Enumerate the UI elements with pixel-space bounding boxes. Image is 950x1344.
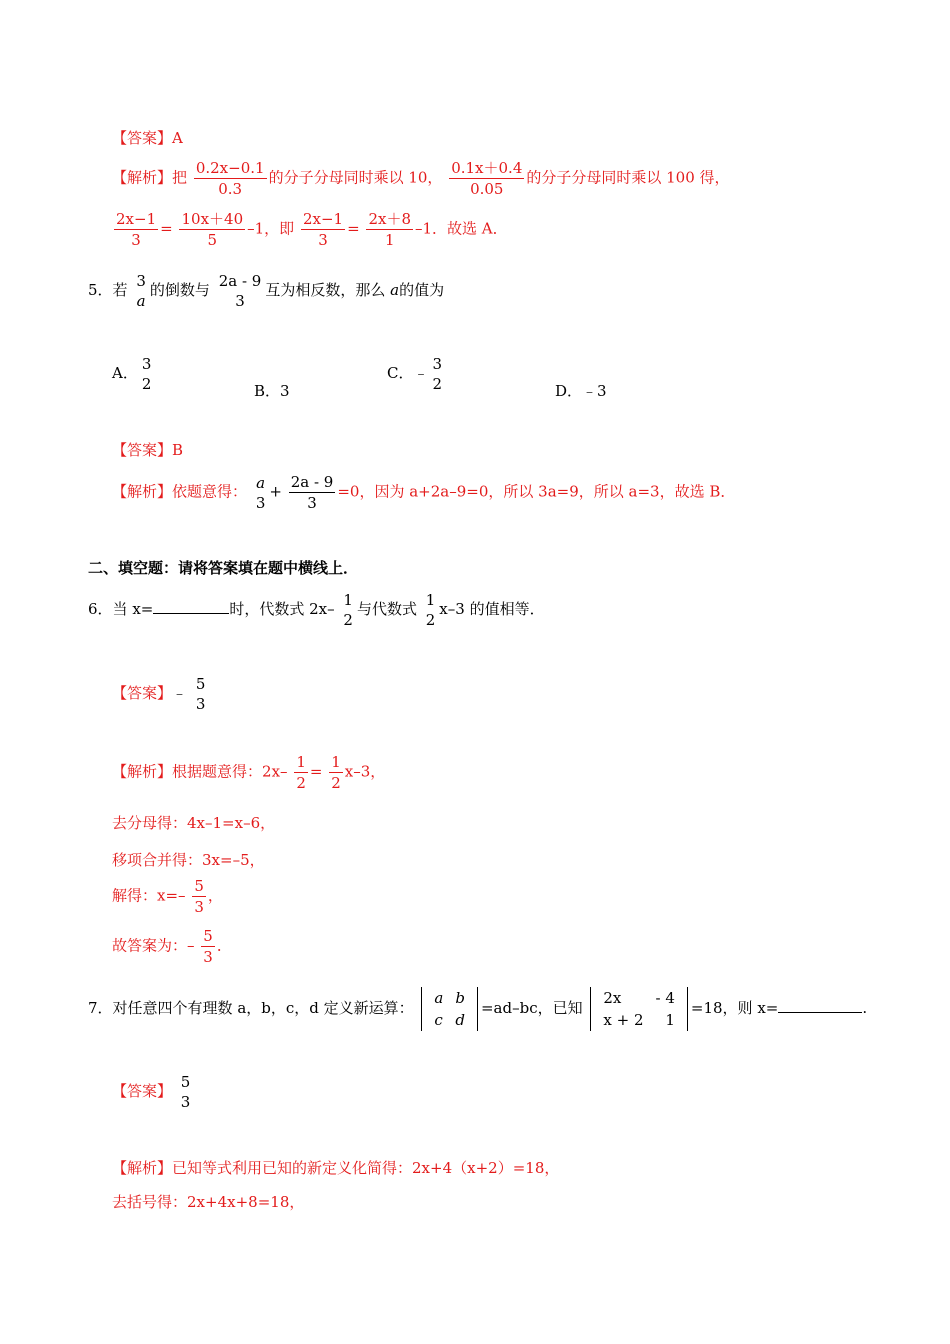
fraction-numerator: 3 bbox=[141, 355, 152, 373]
fraction-numerator: a bbox=[256, 473, 266, 492]
question-text: 的倒数与 bbox=[149, 281, 210, 299]
fraction bbox=[201, 926, 215, 967]
fraction-denominator: 2 bbox=[425, 611, 436, 629]
fraction-numerator: 2a - 9 bbox=[218, 272, 262, 290]
option-d bbox=[555, 380, 607, 401]
analysis-label: 【解析】 bbox=[112, 1159, 173, 1177]
q7-analysis-line-2 bbox=[112, 1191, 304, 1212]
fraction bbox=[179, 209, 245, 250]
equals-sign: = bbox=[160, 219, 173, 238]
fraction-numerator: 3 bbox=[432, 355, 443, 373]
matrix-cell: b bbox=[455, 989, 465, 1007]
matrix-cell: x + 2 bbox=[603, 1011, 644, 1029]
option-label: B．3 bbox=[254, 382, 290, 400]
fraction bbox=[134, 271, 148, 311]
fraction bbox=[289, 472, 336, 513]
q6-analysis-line-3 bbox=[112, 849, 265, 870]
fraction-denominator: 2 bbox=[331, 774, 341, 792]
variable: a bbox=[390, 281, 400, 299]
q6-analysis-line-2 bbox=[112, 812, 275, 833]
fraction bbox=[217, 271, 264, 311]
option-label: A． bbox=[112, 364, 138, 382]
plus-sign: + bbox=[269, 482, 282, 501]
q6-analysis-line-5 bbox=[112, 926, 232, 967]
analysis-text: 根据题意得： bbox=[172, 762, 263, 781]
fraction-numerator: 5 bbox=[195, 675, 206, 693]
fraction bbox=[254, 473, 268, 513]
q5-question bbox=[88, 271, 444, 311]
matrix-cell: d bbox=[455, 1011, 465, 1029]
analysis-text: =0，因为 a+2a–9=0，所以 3a=9，所以 a=3，故选 B． bbox=[337, 482, 736, 501]
matrix-cell: 1 bbox=[665, 1011, 675, 1029]
question-text: =ad–bc，已知 bbox=[480, 999, 583, 1017]
step-text: 4x–1=x–6， bbox=[187, 814, 276, 832]
fraction bbox=[194, 674, 208, 714]
fraction-numerator: 2x＋8 bbox=[368, 210, 411, 228]
answer-blank[interactable] bbox=[153, 599, 229, 614]
fraction-numerator: 5 bbox=[180, 1073, 191, 1091]
fraction bbox=[194, 158, 267, 199]
step-label: 去分母得： bbox=[112, 814, 188, 832]
fraction-numerator: 1 bbox=[425, 591, 436, 609]
option-a bbox=[112, 354, 155, 394]
fraction bbox=[301, 209, 345, 250]
analysis-label: 【解析】 bbox=[112, 762, 173, 781]
analysis-text: 把 bbox=[172, 168, 188, 187]
question-text: 对任意四个有理数 a，b，c，d 定义新运算： bbox=[112, 999, 414, 1017]
fraction-numerator: 5 bbox=[194, 877, 204, 895]
step-text: ， bbox=[207, 886, 223, 905]
q7-answer-line bbox=[112, 1072, 194, 1112]
option-label: C．﹣ bbox=[387, 364, 429, 382]
fraction-denominator: 3 bbox=[255, 493, 266, 512]
question-text: =18，则 x= bbox=[690, 999, 779, 1017]
fraction-numerator: 1 bbox=[343, 591, 353, 609]
fraction bbox=[430, 354, 444, 394]
fraction bbox=[179, 1072, 193, 1112]
fraction bbox=[366, 209, 413, 250]
determinant bbox=[421, 987, 478, 1031]
step-text: x=– bbox=[157, 886, 186, 905]
analysis-text: 依题意得： bbox=[172, 482, 248, 501]
q4-analysis-line-2 bbox=[112, 209, 508, 250]
fraction-denominator: 3 bbox=[180, 1093, 191, 1111]
fraction bbox=[329, 752, 343, 793]
step-label: 故答案为： bbox=[112, 936, 188, 955]
section-heading: 二、填空题：请将答案填在题中横线上． bbox=[88, 559, 359, 577]
answer-value: A bbox=[172, 129, 183, 147]
fraction-denominator: 3 bbox=[235, 292, 245, 310]
analysis-label: 【解析】 bbox=[112, 482, 173, 501]
fraction-numerator: 1 bbox=[296, 753, 306, 771]
fraction-denominator: 5 bbox=[207, 231, 218, 249]
fraction-denominator: 0.3 bbox=[218, 180, 243, 198]
question-text: 与代数式 bbox=[356, 600, 417, 618]
q5-answer-line bbox=[112, 439, 183, 460]
question-text: 互为相反数，那么 bbox=[265, 281, 386, 299]
fraction-denominator: 3 bbox=[195, 695, 206, 713]
fraction-denominator: a bbox=[136, 292, 146, 310]
fraction-denominator: 2 bbox=[432, 375, 443, 393]
question-text: 若 bbox=[112, 281, 128, 299]
fraction bbox=[140, 354, 154, 394]
analysis-text: 已知等式利用已知的新定义化简得：2x+4（x+2）=18， bbox=[172, 1159, 560, 1177]
fraction-denominator: 2 bbox=[296, 774, 306, 792]
fraction-denominator: 3 bbox=[131, 231, 141, 249]
option-b bbox=[254, 380, 290, 401]
answer-label: 【答案】 bbox=[112, 1082, 173, 1100]
step-text: 3x=–5， bbox=[202, 851, 265, 869]
step-text: 2x+4x+8=18， bbox=[187, 1193, 305, 1211]
matrix-cell: - 4 bbox=[655, 989, 675, 1007]
fraction bbox=[449, 158, 524, 199]
option-label: D．﹣3 bbox=[555, 382, 607, 400]
fraction-denominator: 3 bbox=[307, 494, 317, 512]
q6-analysis-line-1 bbox=[112, 752, 385, 793]
fraction bbox=[114, 209, 158, 250]
fraction-numerator: 0.2x−0.1 bbox=[195, 159, 265, 177]
fraction bbox=[424, 590, 438, 630]
answer-value: B bbox=[172, 441, 184, 459]
fraction-numerator: 2x−1 bbox=[116, 210, 157, 228]
analysis-label: 【解析】 bbox=[112, 168, 173, 187]
analysis-text: 的分子分母同时乘以 10， bbox=[268, 168, 443, 187]
fraction-denominator: 1 bbox=[384, 231, 395, 249]
fraction-numerator: 0.1x＋0.4 bbox=[451, 159, 523, 177]
determinant bbox=[590, 987, 688, 1031]
analysis-text: 的分子分母同时乘以 100 得， bbox=[526, 168, 730, 187]
fraction-denominator: 3 bbox=[318, 231, 328, 249]
fraction-numerator: 1 bbox=[331, 753, 341, 771]
question-text: 当 x= bbox=[112, 600, 154, 618]
matrix-cell: 2x bbox=[603, 989, 622, 1007]
fraction-numerator: 10x＋40 bbox=[181, 210, 244, 228]
q4-answer-line bbox=[112, 127, 183, 148]
step-label: 解得： bbox=[112, 886, 158, 905]
equals-sign: = bbox=[347, 219, 360, 238]
q7-analysis-line-1 bbox=[112, 1157, 559, 1178]
question-number: 5． bbox=[88, 281, 113, 299]
fraction bbox=[341, 590, 355, 630]
answer-label: 【答案】 bbox=[112, 441, 173, 459]
question-text: 时，代数式 2x– bbox=[229, 600, 335, 618]
q5-analysis bbox=[112, 472, 735, 513]
step-label: 移项合并得： bbox=[112, 851, 203, 869]
fraction bbox=[294, 752, 308, 793]
fraction bbox=[192, 876, 206, 917]
fraction-denominator: 0.05 bbox=[470, 180, 504, 198]
answer-label: 【答案】 bbox=[112, 684, 173, 702]
fraction-denominator: 2 bbox=[343, 611, 353, 629]
question-text: 的值为 bbox=[399, 281, 445, 299]
equals-sign: = bbox=[309, 762, 323, 781]
step-text: ． bbox=[216, 936, 232, 955]
question-text: x–3 的值相等． bbox=[439, 600, 545, 618]
q6-question bbox=[88, 590, 545, 630]
analysis-text: x–3， bbox=[344, 762, 386, 781]
matrix-cell: a bbox=[434, 989, 444, 1007]
answer-blank[interactable] bbox=[778, 998, 862, 1013]
answer-label: 【答案】 bbox=[112, 129, 173, 147]
q4-analysis-line-1 bbox=[112, 158, 730, 199]
answer-sign: ﹣ bbox=[172, 684, 188, 702]
fraction-numerator: 2x−1 bbox=[302, 210, 344, 228]
q7-question bbox=[88, 987, 867, 1031]
analysis-text: –1，即 bbox=[247, 219, 295, 238]
matrix-cell: c bbox=[434, 1011, 443, 1029]
step-label: 去括号得： bbox=[112, 1193, 188, 1211]
analysis-text: –1．故选 A． bbox=[414, 219, 508, 238]
fraction-numerator: 5 bbox=[203, 927, 213, 945]
q6-answer-line bbox=[112, 674, 209, 714]
step-text: – bbox=[187, 936, 195, 955]
fraction-numerator: 3 bbox=[136, 272, 146, 290]
fraction-numerator: 2a - 9 bbox=[290, 473, 334, 491]
analysis-text: 2x– bbox=[262, 762, 288, 781]
fraction-denominator: 3 bbox=[203, 948, 213, 966]
question-number: 7． bbox=[88, 999, 113, 1017]
option-c bbox=[387, 354, 446, 394]
question-text: . bbox=[862, 999, 868, 1017]
fraction-denominator: 3 bbox=[194, 898, 204, 916]
fraction-denominator: 2 bbox=[141, 375, 152, 393]
q6-analysis-line-4 bbox=[112, 876, 223, 917]
question-number: 6． bbox=[88, 600, 113, 618]
